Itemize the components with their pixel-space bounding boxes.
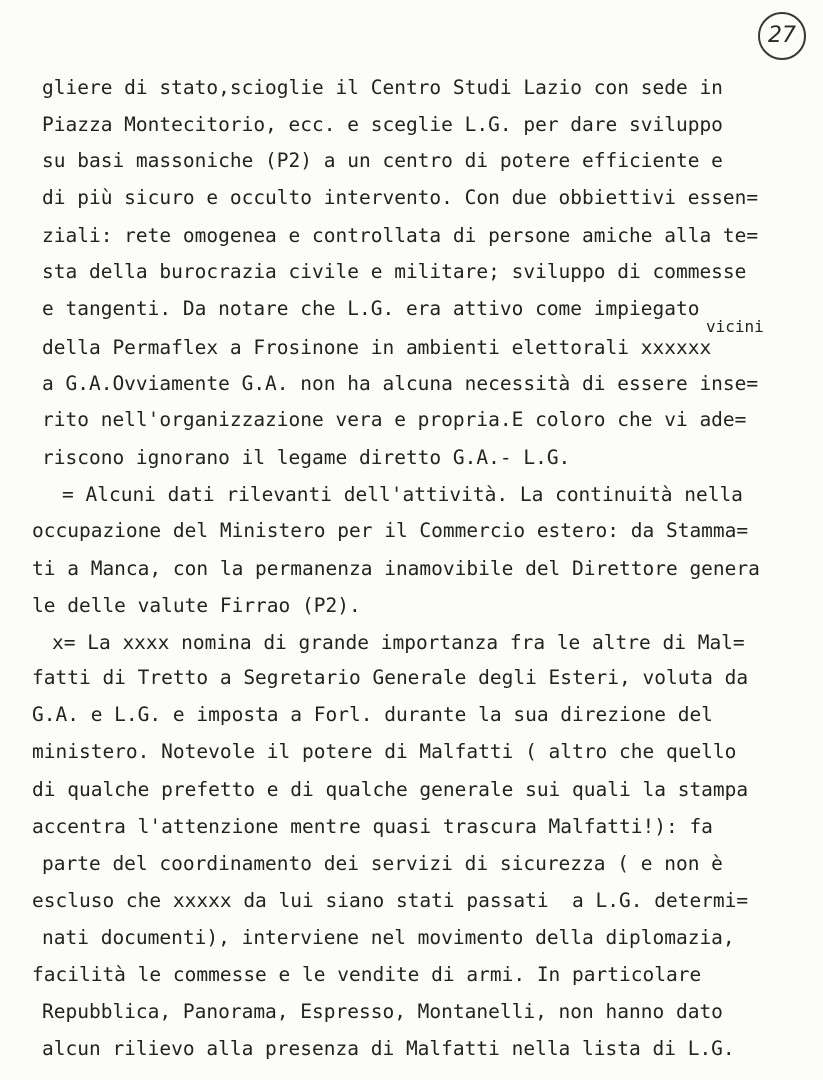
text-line-2: Piazza Montecitorio, ecc. e sceglie L.G. per dare sviluppo: [42, 113, 723, 136]
text-line-13: occupazione del Ministero per il Commercio estero: da Stamma=: [32, 519, 749, 542]
text-line-10: rito nell'organizzazione vera e propria.E coloro che vi ade=: [42, 408, 747, 431]
text-line-23: escluso che xxxxx da lui siano stati passati a L.G. determi=: [32, 889, 749, 912]
text-line-20: di qualche prefetto e di qualche generale sui quali la stampa: [32, 778, 749, 801]
text-line-21: accentra l'attenzione mentre quasi trascura Malfatti!): fa: [32, 815, 713, 838]
interlinear-insertion-vicini: vicini: [706, 317, 764, 336]
text-line-19: ministero. Notevole il potere di Malfatti ( altro che quello: [32, 740, 737, 763]
text-line-9: a G.A.Ovviamente G.A. non ha alcuna necessità di essere inse=: [42, 372, 759, 395]
text-line-3: su basi massoniche (P2) a un centro di potere efficiente e: [42, 149, 723, 172]
text-line-18: G.A. e L.G. e imposta a Forl. durante la sua direzione del: [32, 703, 713, 726]
text-line-16: x= La xxxx nomina di grande importanza fra le altre di Mal=: [52, 631, 745, 654]
text-line-5: ziali: rete omogenea e controllata di persone amiche alla te=: [42, 224, 759, 247]
text-line-17: fatti di Tretto a Segretario Generale degli Esteri, voluta da: [32, 666, 749, 689]
text-line-25: facilità le commesse e le vendite di armi. In particolare: [32, 963, 702, 986]
text-line-1: gliere di stato,scioglie il Centro Studi Lazio con sede in: [42, 76, 723, 99]
text-line-15: le delle valute Firrao (P2).: [32, 594, 361, 617]
text-line-12: = Alcuni dati rilevanti dell'attività. La continuità nella: [62, 483, 743, 506]
text-line-6: sta della burocrazia civile e militare; sviluppo di commesse: [42, 260, 747, 283]
page-number-circled: 27: [758, 12, 806, 60]
text-line-7: e tangenti. Da notare che L.G. era attivo come impiegato: [42, 297, 700, 320]
text-line-26: Repubblica, Panorama, Espresso, Montanelli, non hanno dato: [42, 1000, 723, 1023]
text-line-4: di più sicuro e occulto intervento. Con due obbiettivi essen=: [42, 186, 759, 209]
text-line-11: riscono ignorano il legame diretto G.A.- L.G.: [42, 446, 571, 469]
text-line-27: alcun rilievo alla presenza di Malfatti nella lista di L.G.: [42, 1037, 735, 1060]
text-line-24: nati documenti), interviene nel movimento della diplomazia,: [42, 926, 735, 949]
text-line-8: della Permaflex a Frosinone in ambienti elettorali xxxxxx: [42, 336, 712, 359]
text-line-14: ti a Manca, con la permanenza inamovibile del Direttore genera: [32, 557, 760, 580]
text-line-22: parte del coordinamento dei servizi di sicurezza ( e non è: [42, 852, 723, 875]
